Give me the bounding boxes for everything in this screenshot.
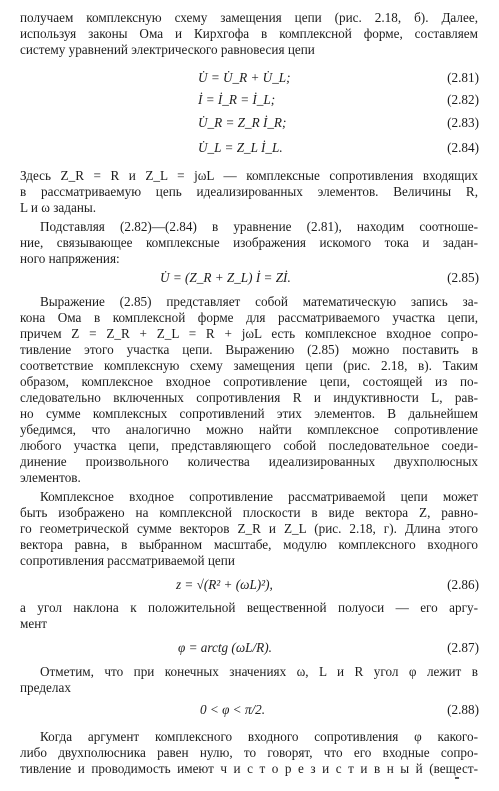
text-line: Комплексное входное сопротивление рассматриваемой цепи может	[40, 489, 478, 504]
text-line: следовательно включенных сопротивления R и индуктивности L, рав-	[20, 390, 478, 405]
page-speck	[455, 777, 459, 779]
equation-2-84: U̇_L = Z_L İ_L.	[198, 140, 283, 155]
text-line: либо двухполюсника равен нулю, то говорят, что его входные сопро-	[20, 745, 478, 760]
text-line: ного напряжения:	[20, 251, 120, 266]
text-line: любого участка цепи, представляющего собой последовательное соеди-	[20, 438, 478, 453]
text-line: убедимся, что аналогично можно найти комплексное сопротивление	[20, 422, 478, 437]
text-line: Когда аргумент комплексного входного сопротивления φ какого-	[40, 729, 478, 744]
text-line: а угол наклона к положительной вещественной полуоси — его аргу-	[20, 600, 478, 615]
equation-number: (2.82)	[447, 92, 479, 107]
equation-number: (2.87)	[447, 640, 479, 655]
equation-2-85: U̇ = (Z_R + Z_L) İ = Zİ.	[160, 270, 291, 285]
equation-number: (2.88)	[447, 702, 479, 717]
text-line: получаем комплексную схему замещения цепи (рис. 2.18, б). Далее,	[20, 10, 478, 25]
text-line: пределах	[20, 680, 71, 695]
text-line: соответствие комплексную схему замещения цепи (рис. 2.18, в). Таким	[20, 358, 478, 373]
text-line: мент	[20, 616, 48, 631]
text-line: используя законы Ома и Кирхгофа в комплексной форме, составляем	[20, 26, 478, 41]
text-line: в рассматриваемую цепь идеализированных элементов. Величины R,	[20, 184, 478, 199]
equation-2-87: φ = arctg (ωL/R).	[178, 640, 272, 655]
text-line: вектора равна, в выбранном масштабе, модулю комплексного входного	[20, 537, 478, 552]
equation-2-83: U̇_R = Z_R İ_R;	[198, 115, 287, 130]
text-line: причем Z = Z_R + Z_L = R + jωL есть комплексное входное сопро-	[20, 326, 478, 341]
text-line: элементов.	[20, 470, 81, 485]
text-line: кона Ома в комплексной форме для рассматриваемого участка цепи,	[20, 310, 478, 325]
equation-2-82: İ = İ_R = İ_L;	[198, 92, 276, 107]
text-line: ние, связывающее комплексные изображения искомого тока и задан-	[20, 235, 478, 250]
text-line: динение произвольного количества идеализированных двухполюсных	[20, 454, 478, 469]
text-line: Подставляя (2.82)—(2.84) в уравнение (2.81), находим соотноше-	[40, 219, 478, 234]
text-line: образом, комплексное входное сопротивление цепи, состоящей из по-	[20, 374, 478, 389]
text-line: сопротивления рассматриваемой цепи	[20, 553, 235, 568]
text-line: быть изображено на комплексной плоскости в виде вектора Z, равно-	[20, 505, 478, 520]
equation-number: (2.83)	[447, 115, 479, 130]
equation-2-86: z = √(R² + (ωL)²),	[176, 577, 273, 592]
text-line: го геометрической сумме векторов Z_R и Z_L (рис. 2.18, г). Длина этого	[20, 521, 478, 536]
text-line: L и ω заданы.	[20, 200, 97, 215]
equation-2-81: U̇ = U̇_R + U̇_L;	[198, 70, 291, 85]
text-line: тивление и проводимость имеют ч и с т о р е з и с т и в н ы й (вещест-	[20, 761, 478, 776]
text-line: Выражение (2.85) представляет собой математическую запись за-	[40, 294, 478, 309]
equation-number: (2.81)	[447, 70, 479, 85]
text-line: Здесь Z_R = R и Z_L = jωL — комплексные сопротивления входящих	[20, 168, 478, 183]
equation-number: (2.85)	[447, 270, 479, 285]
text-line: систему уравнений электрического равновесия цепи	[20, 42, 315, 57]
text-line: но сумме комплексных сопротивлений этих элементов. В дальнейшем	[20, 406, 478, 421]
equation-2-88: 0 < φ < π/2.	[200, 702, 266, 717]
text-line: тивление этого участка цепи. Выражению (2.85) можно поставить в	[20, 342, 478, 357]
equation-number: (2.86)	[447, 577, 479, 592]
equation-number: (2.84)	[447, 140, 479, 155]
text-line: Отметим, что при конечных значениях ω, L и R угол φ лежит в	[40, 664, 478, 679]
